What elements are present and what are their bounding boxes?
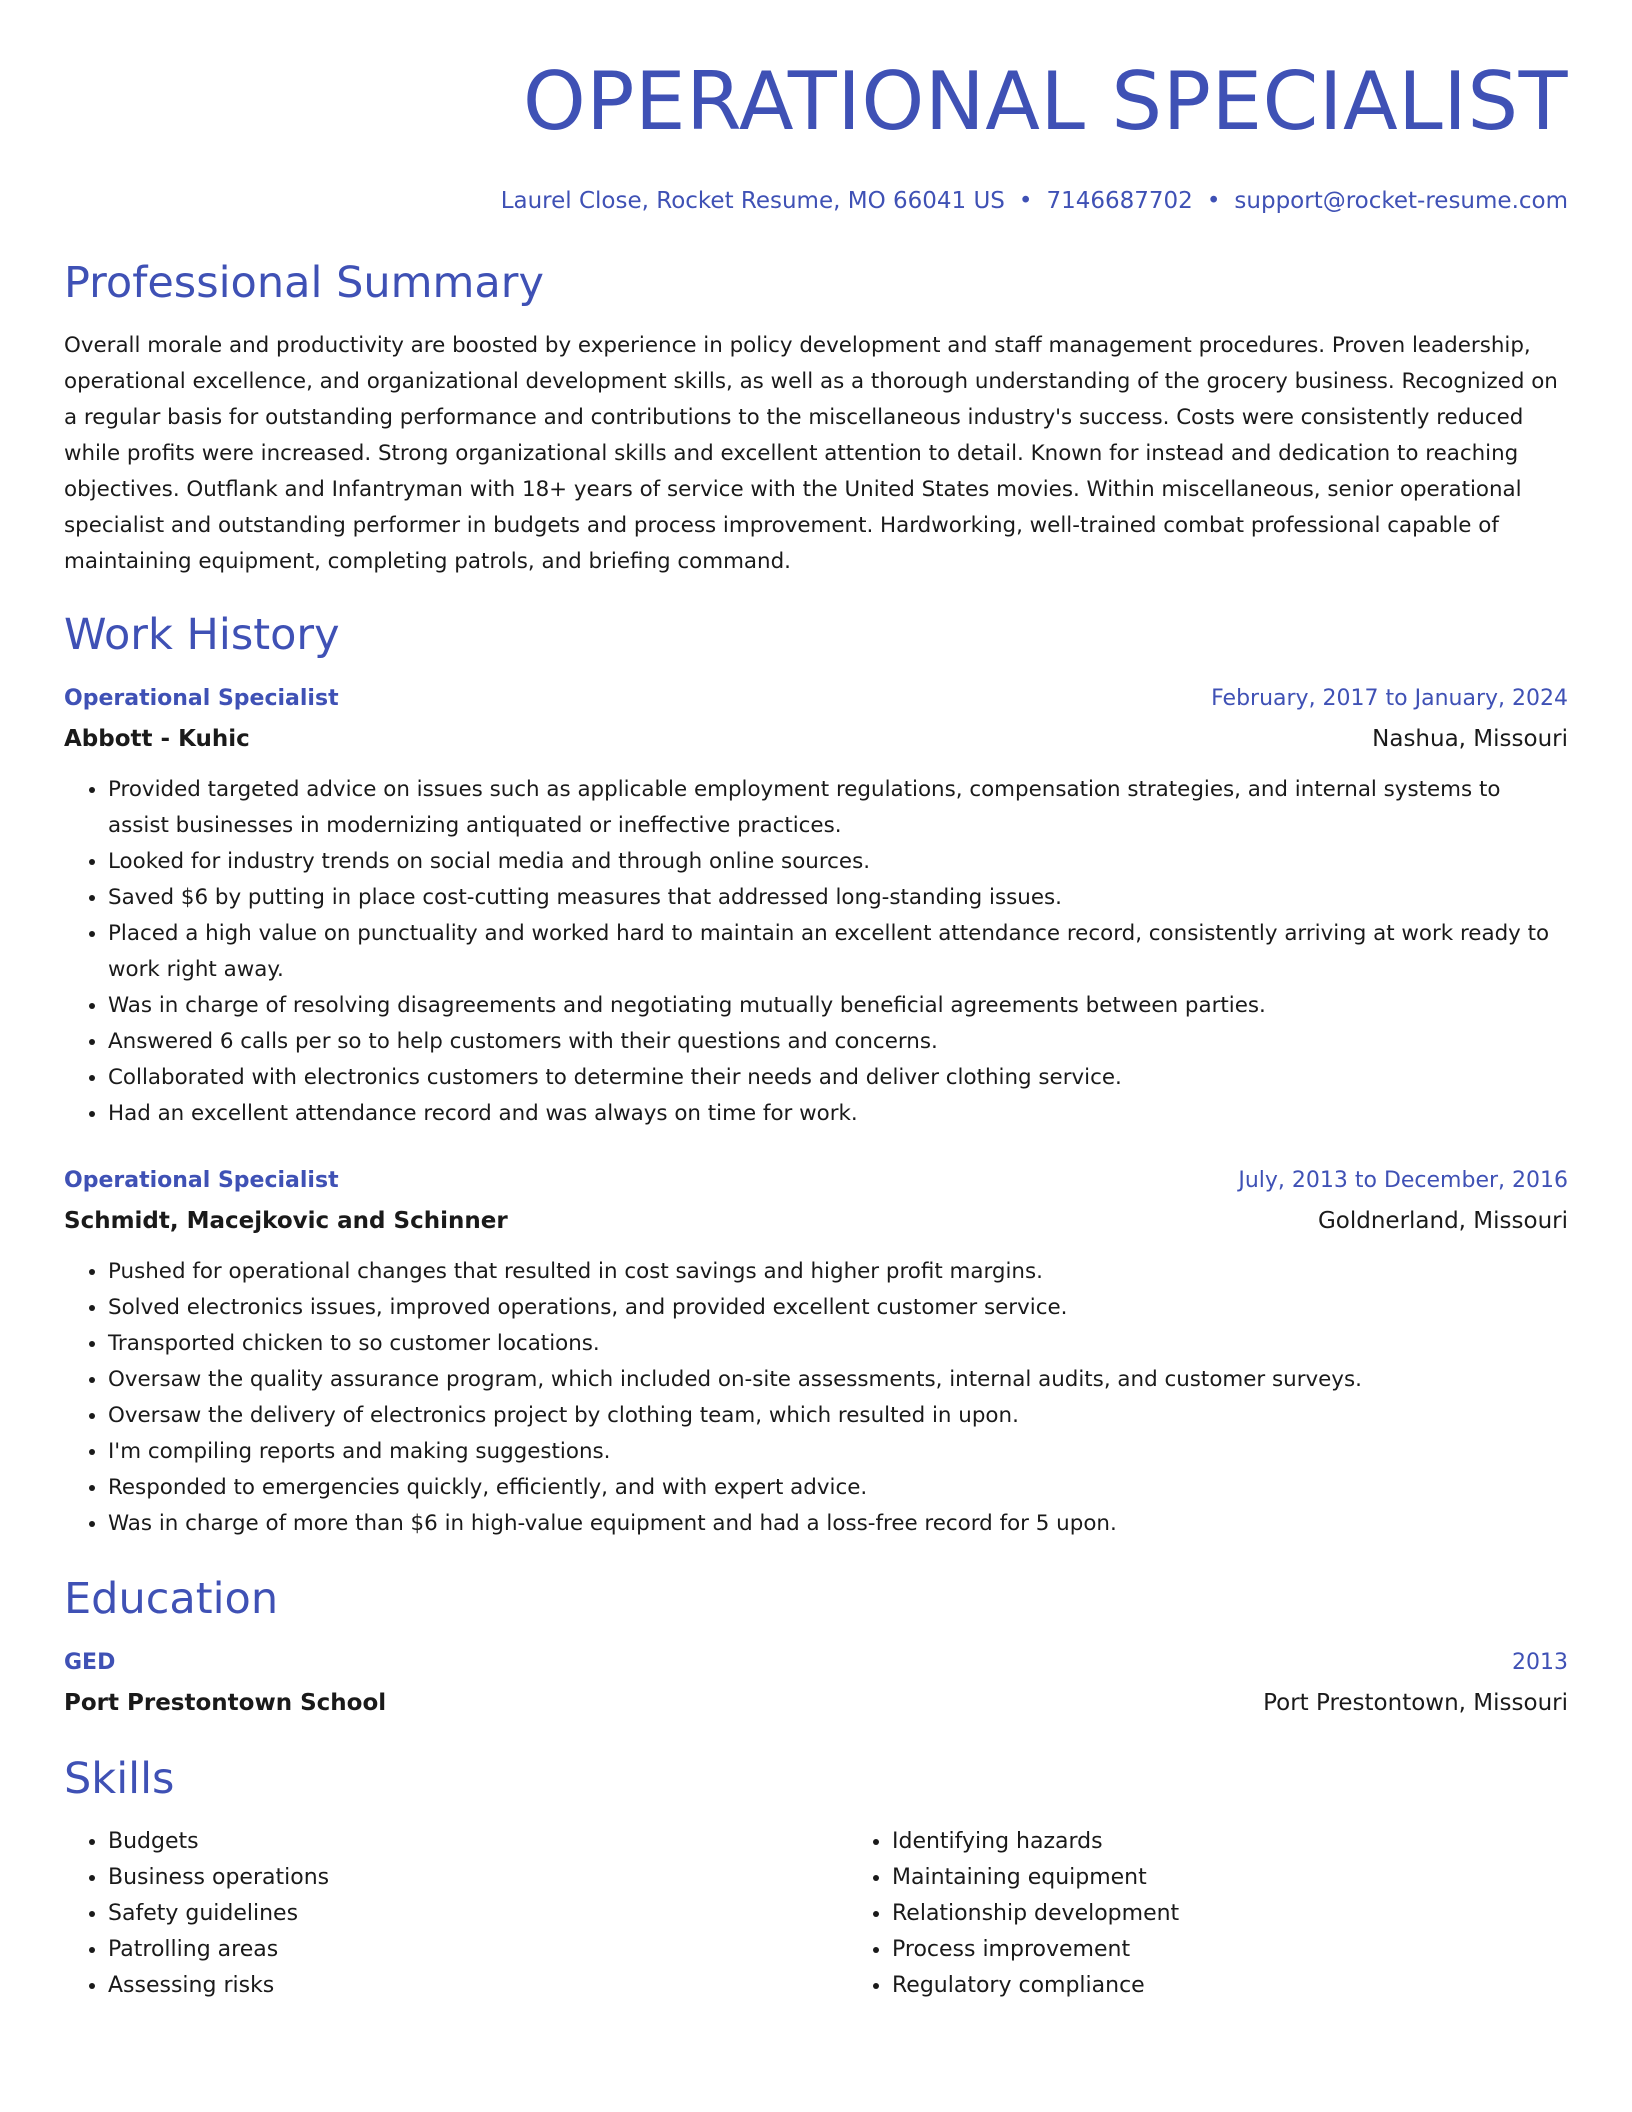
candidate-name: OPERATIONAL SPECIALIST: [522, 55, 1568, 148]
school-location: Port Prestontown, Missouri: [1263, 1690, 1568, 1716]
section-title-education: Education: [64, 1574, 279, 1624]
education-entry: [64, 1648, 1568, 1718]
bullet-item: • Had an excellent attendance record and was always on time for work.: [108, 1096, 1568, 1132]
email-link[interactable]: support@rocket-resume.com: [1234, 188, 1568, 214]
job-title: Operational Specialist: [64, 1168, 339, 1193]
job-dates: February, 2017 to January, 2024: [1211, 686, 1568, 711]
skill-item: • Relationship development: [892, 1896, 1632, 1932]
education-section: [64, 1572, 1568, 1718]
bullet-item: • Responded to emergencies quickly, efficiently, and with expert advice.: [108, 1470, 1568, 1506]
resume-header: [64, 0, 1568, 216]
contact-line: [64, 186, 1568, 216]
bullet-item: • Oversaw the quality assurance program, which included on-site assessments, internal audits, and customer surveys.: [108, 1362, 1568, 1398]
bullet-item: • Looked for industry trends on social media and through online sources.: [108, 844, 1568, 880]
address: Laurel Close, Rocket Resume, MO 66041 US: [500, 188, 1005, 214]
skill-item: • Regulatory compliance: [892, 1968, 1632, 2004]
job-location: Nashua, Missouri: [1372, 726, 1568, 752]
bullet-item: • Oversaw the delivery of electronics project by clothing team, which resulted in upon.: [108, 1398, 1568, 1434]
education-header: [64, 1648, 1568, 1678]
skills-columns: [64, 1824, 1568, 2004]
bullet-item: • Saved $6 by putting in place cost-cutting measures that addressed long-standing issues.: [108, 880, 1568, 916]
education-subheader: [64, 1688, 1568, 1718]
skill-item: • Assessing risks: [108, 1968, 848, 2004]
bullet-item: • Provided targeted advice on issues such as applicable employment regulations, compensation strategies, and internal systems to assist businesses in modernizing antiquated or ineffective practices.: [108, 772, 1568, 844]
bullet-item: • Pushed for operational changes that resulted in cost savings and higher profit margins.: [108, 1254, 1568, 1290]
job-bullets: [64, 772, 1568, 1132]
bullet-item: • Placed a high value on punctuality and worked hard to maintain an excellent attendance record, consistently arriving at work ready to work right away.: [108, 916, 1568, 988]
company-name: Schmidt, Macejkovic and Schinner: [64, 1208, 508, 1234]
bullet-item: • Collaborated with electronics customers to determine their needs and deliver clothing service.: [108, 1060, 1568, 1096]
skill-item: • Maintaining equipment: [892, 1860, 1632, 1896]
bullet-item: • Answered 6 calls per so to help customers with their questions and concerns.: [108, 1024, 1568, 1060]
summary-section: [64, 256, 1568, 580]
job-subheader: [64, 724, 1568, 754]
skills-list-right: [848, 1824, 1632, 2004]
job-dates: July, 2013 to December, 2016: [1238, 1168, 1568, 1193]
bullet-item: • Solved electronics issues, improved operations, and provided excellent customer service.: [108, 1290, 1568, 1326]
job-subheader: [64, 1206, 1568, 1236]
skill-item: • Patrolling areas: [108, 1932, 848, 1968]
phone: 7146687702: [1046, 188, 1193, 214]
section-title-work-history: Work History: [64, 610, 340, 660]
bullet-item: • Transported chicken to so customer locations.: [108, 1326, 1568, 1362]
skills-section: [64, 1752, 1568, 2004]
school-name: Port Prestontown School: [64, 1690, 387, 1716]
skill-item: • Budgets: [108, 1824, 848, 1860]
job-bullets: [64, 1254, 1568, 1542]
bullet-item: • Was in charge of more than $6 in high-value equipment and had a loss-free record for 5 upon.: [108, 1506, 1568, 1542]
bullet-item: • I'm compiling reports and making suggestions.: [108, 1434, 1568, 1470]
graduation-year: 2013: [1512, 1650, 1568, 1675]
job-header: [64, 1166, 1568, 1196]
skill-item: • Identifying hazards: [892, 1824, 1632, 1860]
skill-item: • Safety guidelines: [108, 1896, 848, 1932]
skill-item: • Business operations: [108, 1860, 848, 1896]
skills-list-left: [64, 1824, 848, 2004]
job-entry: [64, 684, 1568, 1132]
summary-text: Overall morale and productivity are boosted by experience in policy development and staff management procedures. Proven leadership, operational excellence, and organizational development skills, as well as a thorough understanding of the grocery business. Recognized on a regular basis for outstanding performance and contributions to the miscellaneous industry's success. Costs were consistently reduced while profits were increased. Strong organizational skills and excellent attention to detail. Known for instead and dedication to reaching objectives. Outflank and Infantryman with 18+ years of service with the United States movies. Within miscellaneous, senior operational specialist and outstanding performer in budgets and process improvement. Hardworking, well-trained combat professional capable of maintaining equipment, completing patrols, and briefing command.: [64, 333, 1558, 574]
work-history-section: [64, 608, 1568, 1542]
degree: GED: [64, 1650, 116, 1675]
skill-item: • Process improvement: [892, 1932, 1632, 1968]
job-header: [64, 684, 1568, 714]
bullet-item: • Was in charge of resolving disagreements and negotiating mutually beneficial agreements between parties.: [108, 988, 1568, 1024]
separator-dot: •: [1018, 188, 1033, 214]
section-title-skills: Skills: [64, 1754, 175, 1804]
job-location: Goldnerland, Missouri: [1317, 1208, 1568, 1234]
company-name: Abbott - Kuhic: [64, 726, 250, 752]
section-title-summary: Professional Summary: [64, 258, 544, 308]
job-title: Operational Specialist: [64, 686, 339, 711]
separator-dot: •: [1206, 188, 1221, 214]
job-entry: [64, 1166, 1568, 1542]
